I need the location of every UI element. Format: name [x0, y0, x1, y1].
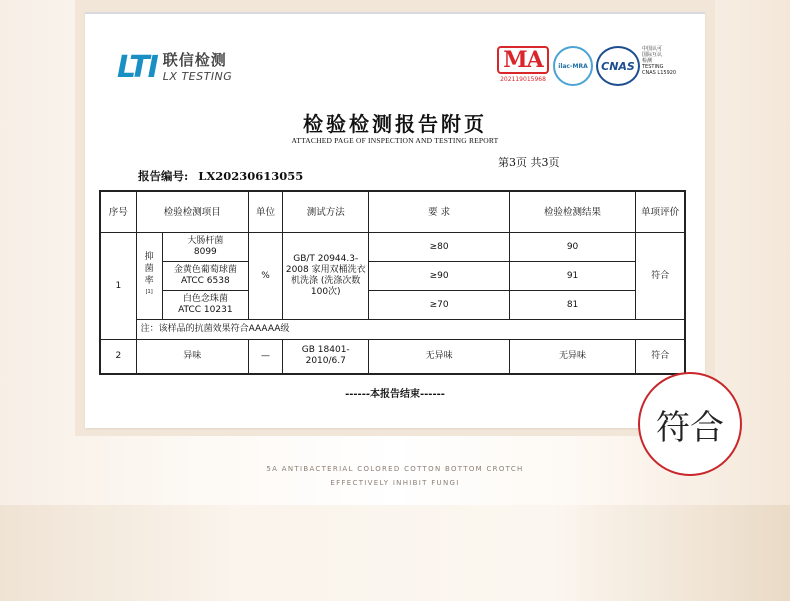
- row1-result-1: 90: [509, 233, 635, 262]
- row1-requirement-3: ≥70: [369, 291, 509, 320]
- row2-requirement: 无异味: [369, 340, 509, 374]
- logo-en-text: LX TESTING: [162, 70, 233, 83]
- row1-method: GB/T 20944.3-2008 家用双桶洗衣机洗涤 (洗涤次数100次): [283, 233, 369, 320]
- cma-mark: MA: [497, 46, 549, 74]
- row2-evaluation: 符合: [636, 340, 685, 374]
- report-number-value: LX20230613055: [198, 169, 304, 183]
- tagline-line-2: EFFECTIVELY INHIBIT FUNGI: [330, 479, 460, 487]
- row1-index: 1: [100, 233, 136, 340]
- header-method: 测试方法: [283, 191, 369, 233]
- table-note-row: [100, 320, 685, 340]
- row2-result: 无异味: [509, 340, 635, 374]
- row1-result-3: 81: [509, 291, 635, 320]
- lx-testing-logo: [117, 50, 232, 85]
- row1-item-1: 大肠杆菌 8099: [162, 233, 248, 262]
- table-row: [100, 262, 685, 291]
- row2-method: GB 18401-2010/6.7: [283, 340, 369, 374]
- cnas-seal: CNAS: [596, 46, 640, 86]
- background-band: [0, 505, 790, 601]
- cma-seal: [497, 46, 549, 83]
- row1-item-2: 金黄色葡萄球菌 ATCC 6538: [162, 262, 248, 291]
- row2-item: 异味: [136, 340, 248, 374]
- table-header-row: [100, 191, 685, 233]
- page-info: 第3页 共3页: [498, 156, 560, 169]
- ilac-mra-seal: ilac-MRA: [553, 46, 593, 86]
- row1-evaluation: 符合: [636, 233, 685, 320]
- header-requirement: 要 求: [369, 191, 509, 233]
- row1-requirement-2: ≥90: [369, 262, 509, 291]
- header-item: 检验检测项目: [136, 191, 248, 233]
- table-row: [100, 340, 685, 374]
- pass-stamp: 符合: [638, 372, 742, 476]
- header-evaluation: 单项评价: [636, 191, 685, 233]
- document-title: 检验检测报告附页: [303, 112, 487, 136]
- row1-note: 注：该样品的抗菌效果符合AAAAA级: [136, 320, 685, 340]
- cma-number: 202119015968: [500, 76, 546, 83]
- row1-item-3: 白色念珠菌 ATCC 10231: [162, 291, 248, 320]
- logo-cn-text: 联信检测: [162, 51, 227, 69]
- row1-result-2: 91: [509, 262, 635, 291]
- cnas-accreditation-text: 中国认可 国际互认 检测 TESTING CNAS L15920: [642, 46, 677, 76]
- header-unit: 单位: [248, 191, 282, 233]
- header-result: 检验检测结果: [509, 191, 635, 233]
- logo-mark: LTI: [117, 50, 157, 85]
- table-row: [100, 233, 685, 262]
- tagline-line-1: 5A ANTIBACTERIAL COLORED COTTON BOTTOM CROTCH: [266, 465, 524, 473]
- row1-unit: %: [248, 233, 282, 320]
- report-end-text: ------本报告结束------: [345, 389, 445, 400]
- row2-index: 2: [100, 340, 136, 374]
- report-number-label: 报告编号:: [138, 169, 189, 183]
- table-row: [100, 291, 685, 320]
- results-table: [99, 190, 686, 375]
- row2-unit: —: [248, 340, 282, 374]
- row1-group: 抑菌率 [1]: [136, 233, 162, 320]
- document-subtitle: ATTACHED PAGE OF INSPECTION AND TESTING REPORT: [291, 136, 499, 145]
- row1-requirement-1: ≥80: [369, 233, 509, 262]
- header-index: 序号: [100, 191, 136, 233]
- report-number: [138, 168, 303, 184]
